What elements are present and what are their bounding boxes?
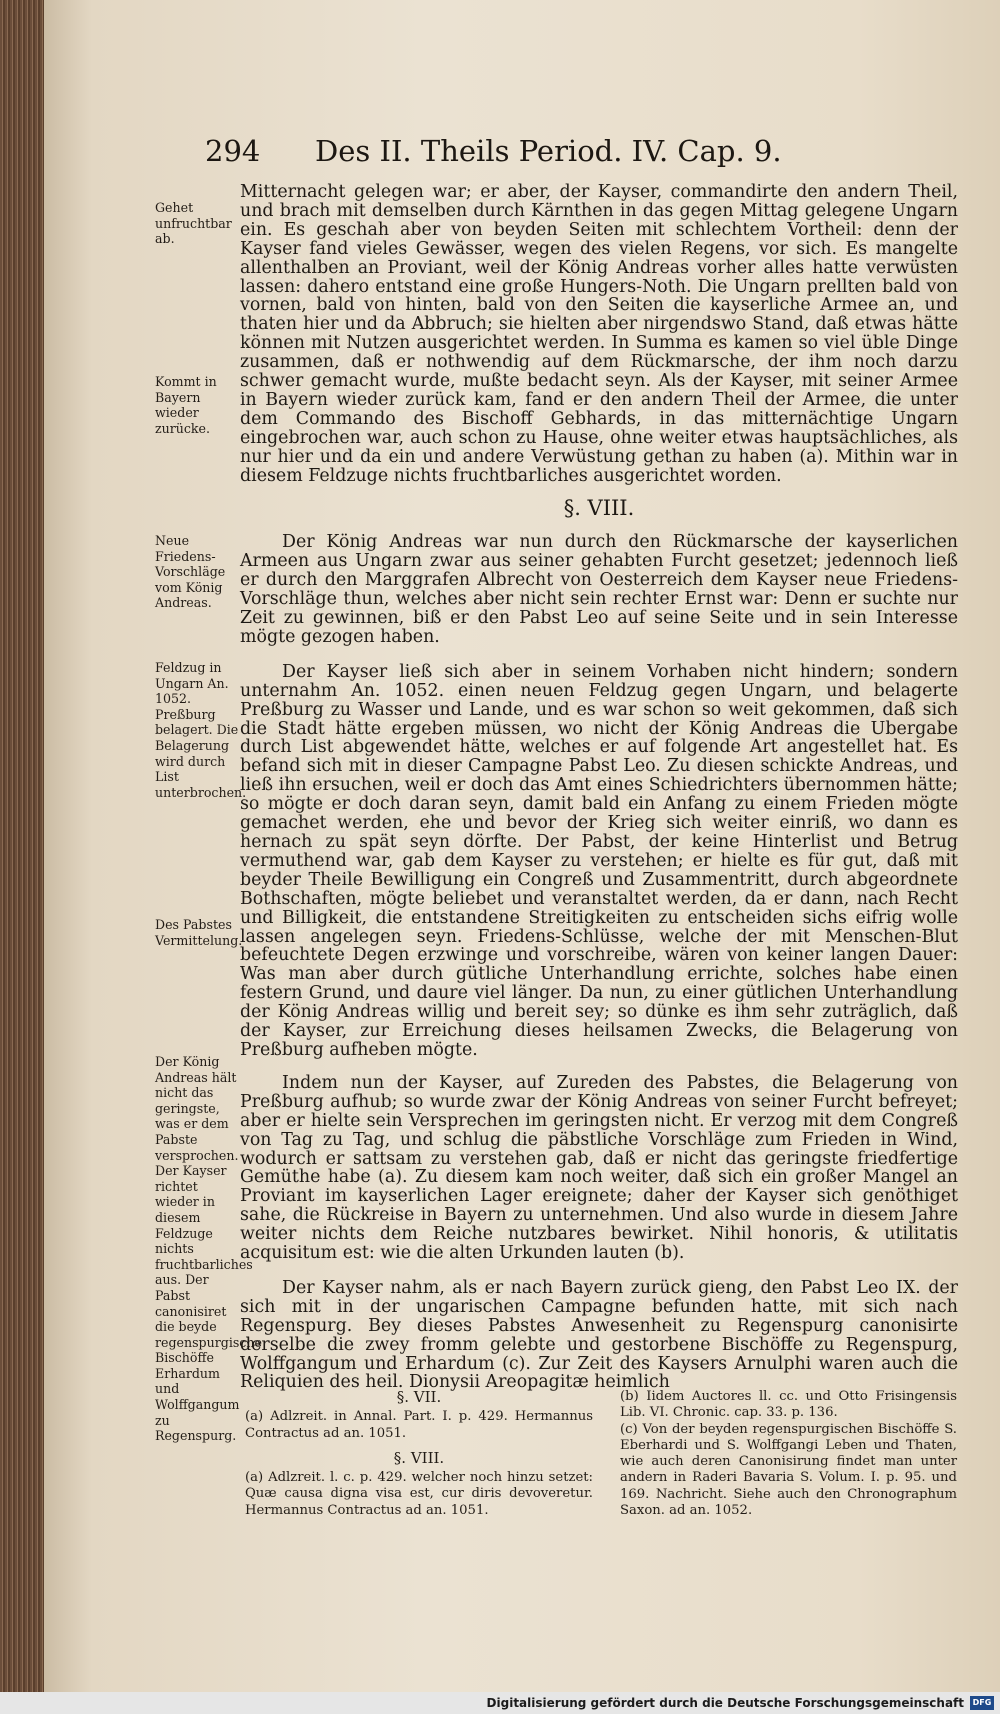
dfg-logo: DFG [970,1696,994,1710]
margin-note: Des Pabstes Vermittelung. [155,917,243,948]
footer-credit: Digitalisierung gefördert durch die Deutsche Forschungsgemeinschaft [486,1696,964,1710]
margin-note: Kommt in Bayern wieder zurücke. [155,374,217,436]
margin-note: Gehet unfruchtbar ab. [155,200,232,247]
margin-note: Neue Friedens-Vorschläge vom König Andreas. [155,533,226,611]
footnote: (a) Adlzreit. l. c. p. 429. welcher noch hinzu setzet: Quæ causa digna visa est, cur diris devoveretur. Hermannus Contractus ad an. 1051. [245,1470,593,1518]
running-header [205,134,805,178]
footnotes-right [620,1389,957,1519]
body-paragraph: Der Kayser ließ sich aber in seinem Vorhaben nicht hindern; sondern unternahm An. 1052. einen neuen Feldzug gegen Ungarn, und belagerte Preßburg zu Wasser und Lande, und es war schon so weit gekommen, daß sich die Stadt hätte ergeben müssen, wo nicht der König Andreas die Ubergabe durch List abgewendet hätte, welches er auf folgende Art angestellet hat. Es befand sich mit in dieser Campagne Pabst Leo. Zu diesen schickte Andreas, und ließ ihn ersuchen, weil er doch das Amt eines Schiedrichters übernommen hätte; so mögte er doch daran seyn, damit bald ein Anfang zu einem Frieden mögte gemachet werden, ehe und bevor der Krieg sich weiter einriß, wo dann es hernach zu spät seyn dörfte. Der Pabst, der keine Hinterlist und Betrug vermuthend war, gab dem Kayser zu verstehen; er hielte es für gut, daß mit beyder Theile Bewilligung ein Congreß und Zusammentritt, durch abgeordnete Bothschaften, mögte beliebet und veranstaltet werden, da er dann, nach Recht und Billigkeit, die entstandene Streitigkeiten zu entscheiden sichs eifrig wolle lassen angelegen seyn. Friedens-Schlüsse, welche der mit Menschen-Blut befeuchtete Degen erzwinge und vorschreibe, wären von keiner langen Dauer: Was man aber durch gütliche Unterhandlung errichte, solches habe einen festern Grund, und daure viel länger. Da nun, zu einer gütlichen Unterhandlung der König Andreas willig und bereit sey; so dünke es ihm sehr zuträglich, daß der Kayser, zur Erreichung dieses heilsamen Zwecks, die Belagerung von Preßburg aufheben mögte. [240,661,958,1060]
margin-note: Feldzug in Ungarn An. 1052. Preßburg belagert. Die Belagerung wird durch List unterbrochen. [155,660,247,800]
page-number: 294 [205,134,261,168]
running-title: Des II. Theils Period. IV. Cap. 9. [315,134,782,168]
footnote-section-heading: §. VIII. [393,1448,445,1467]
body-paragraph-continued: Mitternacht gelegen war; er aber, der Kayser, commandirte den andern Theil, und brach mit demselben durch Kärnthen in das gegen Mittag gelegene Ungarn ein. Es geschah aber von beyden Seiten mit schlechtem Vortheil: denn der Kayser fand vieles Gewässer, wegen des vielen Regens, vor sich. Es mangelte allenthalben an Proviant, weil der König Andreas vorher alles hatte verwüsten lassen: dahero entstand eine große Hungers-Noth. Die Ungarn prellten bald von vornen, bald von hinten, bald von den Seiten die kayserliche Armee an, und thaten hier und da Abbruch; sie hielten aber nirgendswo Stand, daß etwas hätte können mit Nutzen ausgerichtet werden. In Summa es kamen so viel üble Dinge zusammen, daß er nothwendig auf dem Rückmarsche, der ihm noch darzu schwer gemacht wurde, mußte bedacht seyn. Als der Kayser, mit seiner Armee in Bayern wieder zurück kam, fand er den andern Theil der Armee, die unter dem Commando des Bischoff Gebhards, in das mitternächtige Ungarn eingebrochen war, auch schon zu Hause, ohne weiter etwas hauptsächliches, als nur hier und da ein und andere Verwüstung gethan zu haben (a). Mithin war in diesem Feldzuge nichts fruchtbarliches ausgerichtet worden. [240,182,958,486]
margin-note: Der König Andreas hält nicht das geringste, was er dem Pabste versprochen. Der Kayser richtet wieder in diesem Feldzuge nichts fruchtbarliches aus. Der Pabst canonisiret die beyde regenspurgische Bischöffe Erhardum und Wolffgangum zu Regenspurg. [155,1054,262,1444]
footnote: (a) Adlzreit. in Annal. Part. I. p. 429. Hermannus Contractus ad an. 1051. [245,1409,593,1441]
footnote: (b) Iidem Auctores ll. cc. und Otto Frisingensis Lib. VI. Chronic. cap. 33. p. 136. [620,1389,957,1421]
main-text [240,183,958,1392]
footnotes-left [245,1389,593,1519]
digitization-footer [0,1692,1000,1714]
footnote-section-heading: §. VII. [396,1388,442,1406]
body-paragraph: Indem nun der Kayser, auf Zureden des Pabstes, die Belagerung von Preßburg aufhub; so wurde zwar der König Andreas von seiner Furcht befreyet; aber er hielte sein Versprechen im geringsten nicht. Er verzog mit dem Congreß von Tag zu Tag, und schlug die päbstliche Vorschläge zum Frieden in Wind, wodurch er sattsam zu verstehen gab, daß er nicht das geringste friedfertige Gemüthe habe (a). Zu diesem kam noch weiter, daß sich ein großer Mangel an Proviant im kayserlichen Lager ereignete; daher der Kayser sich genöthiget sahe, die Rückreise in Bayern zu unternehmen. Und also wurde in diesem Jahre weiter nichts dem Reiche nutzbares bewirket. Nihil honoris, & utilitatis acquisitum est: wie die alten Urkunden lauten (b). [240,1072,958,1264]
body-paragraph: Der König Andreas war nun durch den Rückmarsche der kayserlichen Armeen aus Ungarn zwar aus seiner gehabten Furcht gesetzet; jedennoch ließ er durch den Marggrafen Albrecht von Oesterreich dem Kayser neue Friedens-Vorschläge thun, welches aber nicht sein rechter Ernst war: Denn er suchte nur Zeit zu gewinnen, biß er den Pabst Leo auf seine Seite und in sein Interesse mögte gezogen haben. [240,532,958,647]
footnote: (c) Von der beyden regenspurgischen Bischöffe S. Eberhardi und S. Wolffgangi Leben und Thaten, wie auch deren Canonisirung findet man unter andern in Raderi Bavaria S. Volum. I. p. 95. und 169. Nachricht. Siehe auch den Chronographum Saxon. ad an. 1052. [620,1421,957,1519]
body-paragraph: Der Kayser nahm, als er nach Bayern zurück gieng, den Pabst Leo IX. der sich mit in der ungarischen Campagne befunden hatte, mit sich nach Regenspurg. Bey dieses Pabstes Anwesenheit zu Regenspurg canonisirte derselbe die zwey fromm gelebte und gestorbene Bischöffe zu Regenspurg, Wolffgangum und Erhardum (c). Zur Zeit des Kaysers Arnulphi waren auch die Reliquien des heil. Dionysii Areopagitæ heimlich [240,1277,958,1393]
section-heading: §. VIII. [563,495,635,520]
